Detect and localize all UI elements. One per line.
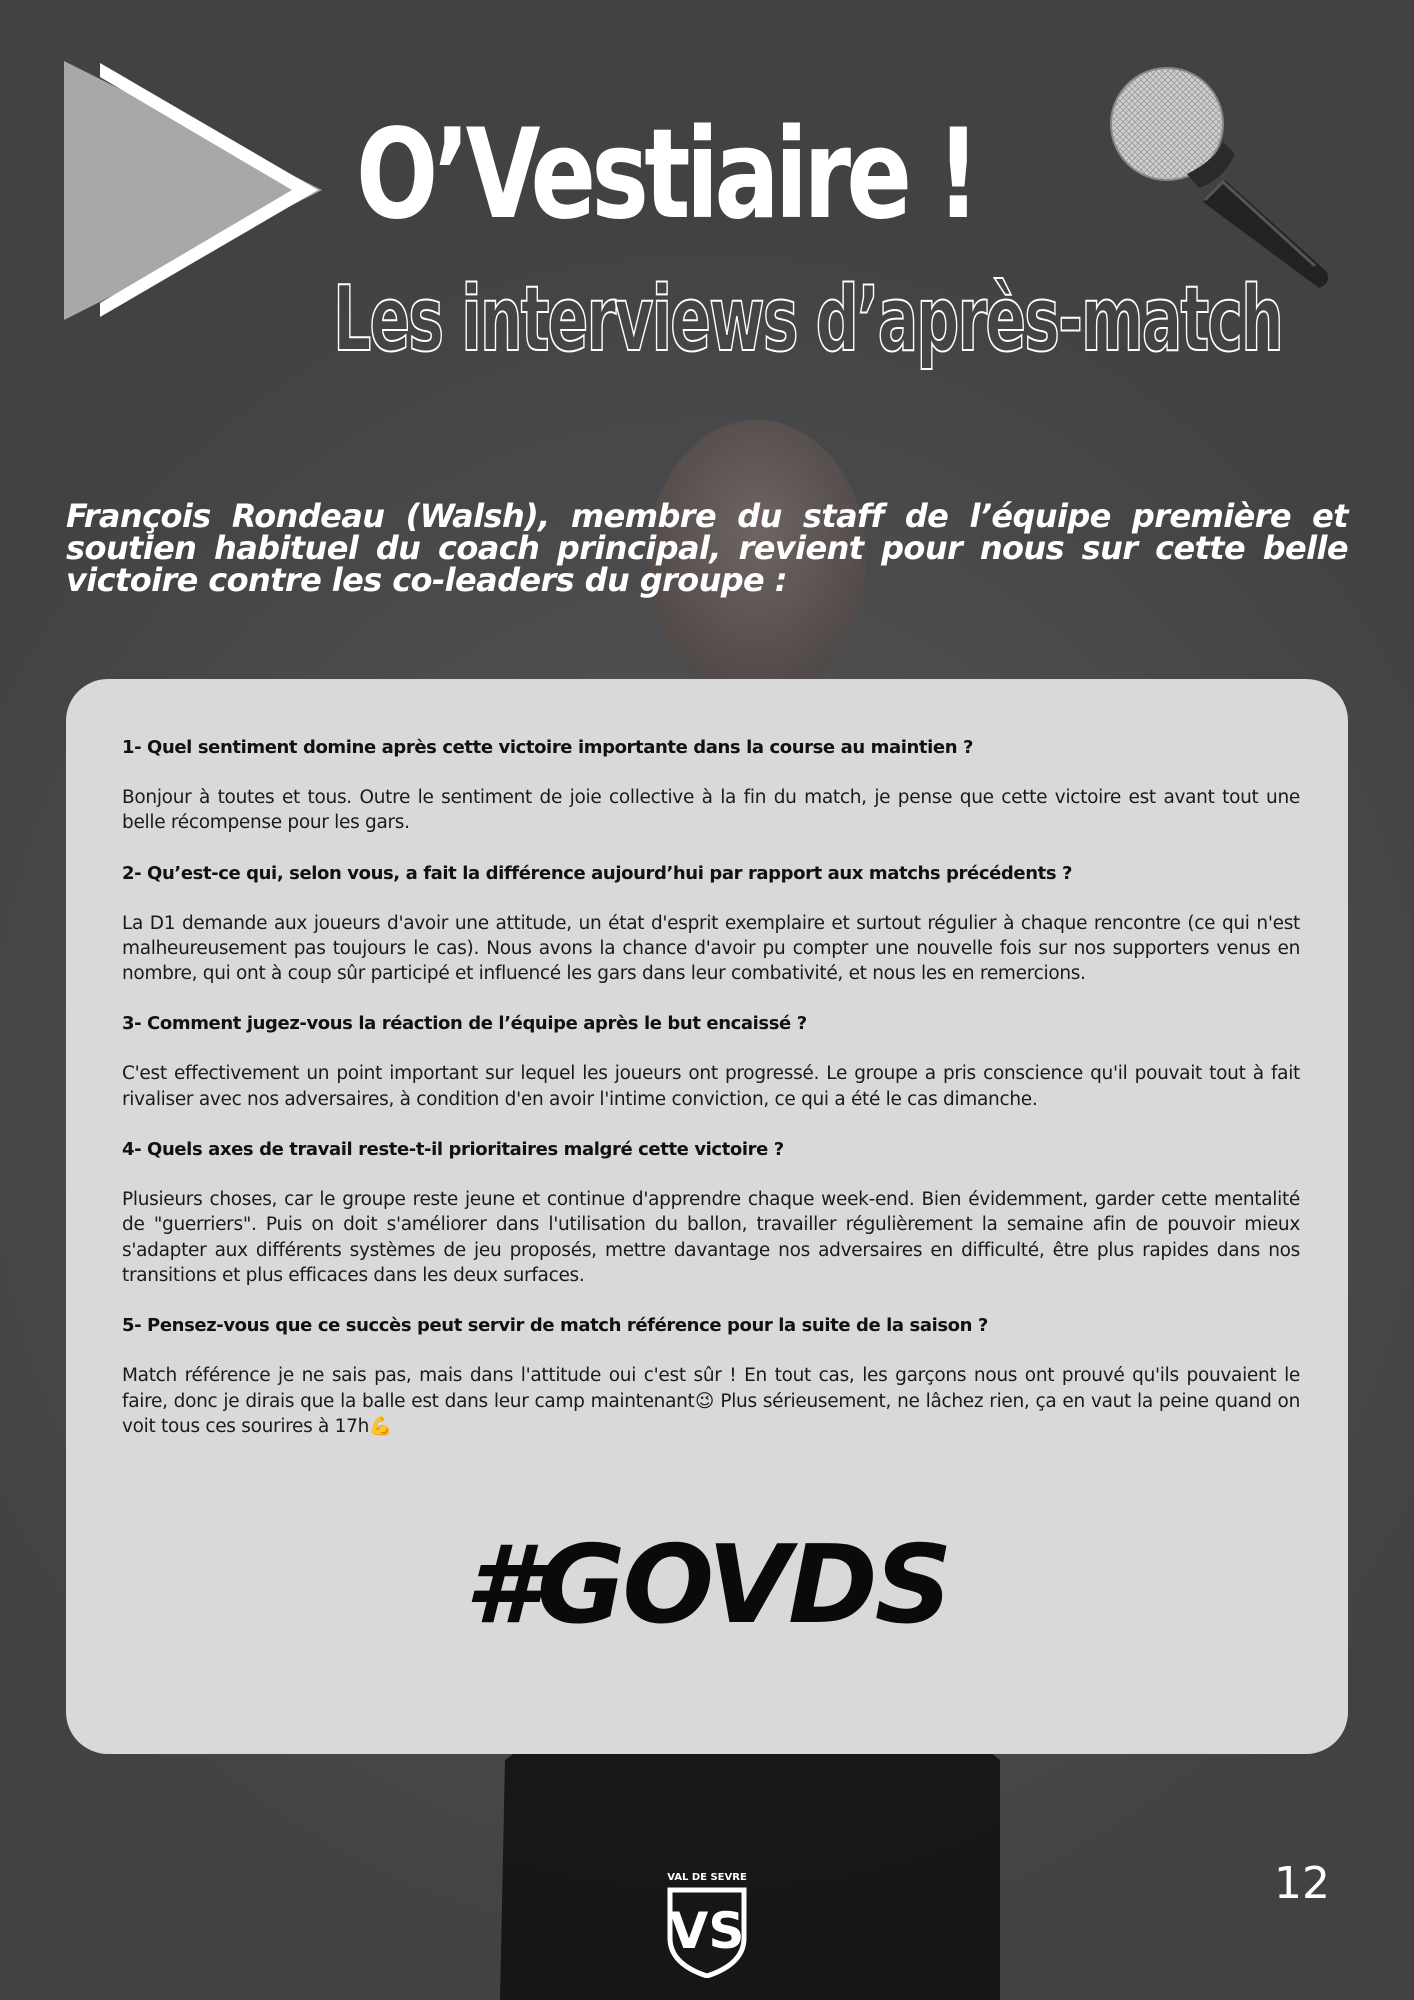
logo-letters: VS	[669, 1902, 745, 1960]
play-icon	[60, 55, 340, 325]
club-logo	[664, 1868, 750, 1978]
answer-5: Match référence je ne sais pas, mais dans l'attitude oui c'est sûr ! En tout cas, les garçons nous ont prouvé qu'ils pouvaient le faire, donc je dirais que la balle est dans leur camp maintenant😉 Plus sérieusement, ne lâchez rien, ça en vaut la peine quand on voit tous ces sourires à 17h💪	[122, 1365, 1300, 1437]
question-4: 4- Quels axes de travail reste-t-il prioritaires malgré cette victoire ?	[122, 1139, 784, 1161]
logo-text: VAL DE SEVRE	[667, 1872, 747, 1883]
page-title: O’Vestiaire !	[356, 103, 976, 247]
page-subtitle: Les interviews d’après-match	[333, 267, 1282, 372]
question-1: 1- Quel sentiment domine après cette victoire importante dans la course au maintien ?	[122, 737, 974, 758]
answer-1: Bonjour à toutes et tous. Outre le sentiment de joie collective à la fin du match, je pense que cette victoire est avant tout une belle récompense pour les gars.	[122, 787, 1300, 834]
answer-2: La D1 demande aux joueurs d'avoir une attitude, un état d'esprit exemplaire et surtout régulier à chaque rencontre (ce qui n'est malheureusement pas toujours le cas). Nous avons la chance d'avoir pu compter une nouvelle fois sur nos supporters venus en nombre, qui ont à coup sûr participé et influencé les gars dans leur combativité, et nous les en remercions.	[122, 912, 1300, 985]
interview-list	[122, 735, 1300, 1464]
hashtag: #GOVDS	[464, 1523, 950, 1648]
answer-4: Plusieurs choses, car le groupe reste jeune et continue d'apprendre chaque week-end. Bien évidemment, garder cette mentalité de "guerriers". Puis on doit s'améliorer dans l'utilisation du ballon, travailler régulièrement la semaine afin de pouvoir mieux s'adapter aux différents systèmes de jeu proposés, mettre davantage nos adversaires en difficulté, être plus rapides dans nos transitions et plus efficaces dans les deux surfaces.	[122, 1189, 1300, 1286]
page-number: 12	[1274, 1858, 1330, 1909]
question-2: 2- Qu’est-ce qui, selon vous, a fait la différence aujourd’hui par rapport aux matchs précédents ?	[122, 862, 1073, 884]
microphone-icon	[1105, 62, 1335, 302]
intro-text: François Rondeau (Walsh), membre du staff de l’équipe première et soutien habituel du coach principal, revient pour nous sur cette belle victoire contre les co-leaders du groupe :	[66, 497, 1348, 599]
interview-card	[66, 679, 1348, 1754]
question-5: 5- Pensez-vous que ce succès peut servir de match référence pour la suite de la saison ?	[122, 1315, 988, 1337]
answer-3: C'est effectivement un point important sur lequel les joueurs ont progressé. Le groupe a pris conscience qu'il pouvait tout à fait rivaliser avec nos adversaires, à condition d'en avoir l'intime conviction, ce qui a été le cas dimanche.	[122, 1063, 1300, 1110]
question-3: 3- Comment jugez-vous la réaction de l’équipe après le but encaissé ?	[122, 1013, 807, 1035]
